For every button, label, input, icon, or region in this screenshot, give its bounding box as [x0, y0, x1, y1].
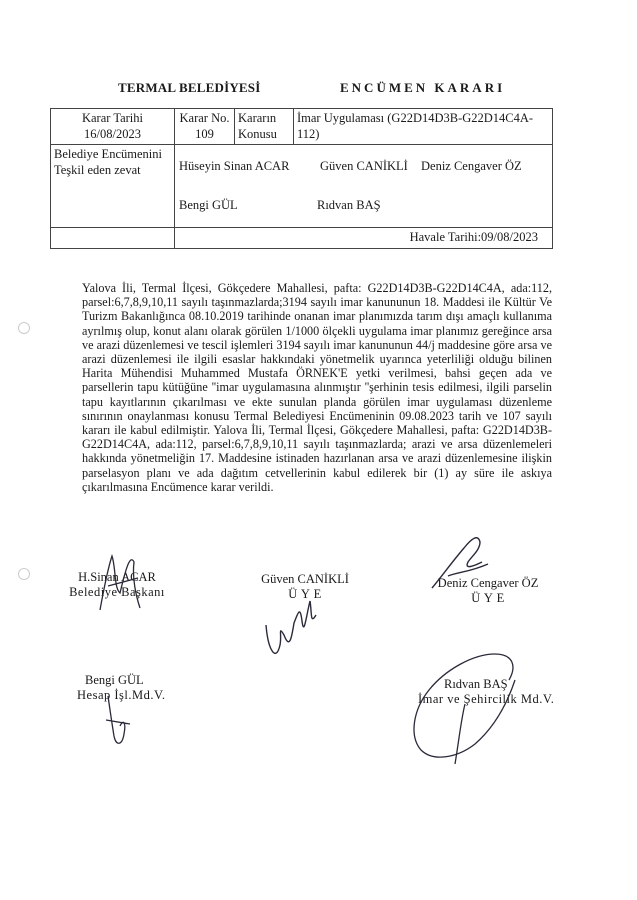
- margin-mark: [18, 322, 30, 334]
- member-name: Güven CANİKLİ: [320, 159, 408, 174]
- council-members-cell: [175, 145, 553, 228]
- decision-date-value: 16/08/2023: [84, 126, 141, 141]
- council-label-2: Teşkil eden zevat: [54, 162, 141, 177]
- member-name: Bengi GÜL: [179, 198, 238, 213]
- member-name: Deniz Cengaver ÖZ: [421, 159, 522, 174]
- member-name: Hüseyin Sinan ACAR: [179, 159, 290, 174]
- member-2-signature: [428, 532, 498, 592]
- decision-no-label: Karar No.: [179, 111, 230, 125]
- decision-subject-value-1: İmar Uygulaması (G22D14D3B-G22D14C4A-: [297, 111, 534, 125]
- zoning-signature: [395, 640, 545, 770]
- finance-signature: [100, 690, 140, 750]
- decision-subject-label-1: Kararın: [238, 111, 277, 125]
- decision-subject-label-cell: [235, 109, 294, 145]
- decision-no-value: 109: [195, 126, 214, 141]
- decision-date-cell: [51, 109, 175, 145]
- signatory-name: Rıdvan BAŞ: [444, 677, 508, 691]
- signatory-name: Bengi GÜL: [85, 673, 144, 687]
- document-type: ENCÜMEN KARARI: [340, 80, 506, 95]
- decision-subject-cell: [294, 109, 553, 145]
- decision-body-text: Yalova İli, Termal İlçesi, Gökçedere Mahallesi, pafta: G22D14D3B-G22D14C4A, ada:112, parsel:6,7,8,9,10,11 sayılı taşınmazlarda;3194 sayılı imar kanununun 18. Maddesi ile Kültür Ve Turizm Bakanlığınca 08.10.2019 tarihinde onanan imar planımızda tarım dışı amaçlı kullanıma ayrılmış olup, konut alanı olarak görülen 1/1000 ölçekli uygulama imar planımız gereğince arsa ve arazi düzenlemesi ve tescil işlemleri 3194 sayılı imar kanununun 44/j maddesine göre arsa ve arazi düzenlemesi ile ilgili esaslar hakkındaki yönetmelik uyarınca yeterliliği olduğu bilinen Harita Mühendisi Muhammed Mustafa ÖRNEK'E yetki verilmesi, bahsi geçen ada ve parsellerin tapu kütüğüne ''imar uygulamasına alınmıştır ''şerhinin tesis edilmesi, ilgili parselin tapu kayıtlarının çıkarılması ve ekte sunulan planda görülen imar uygulaması düzenleme sınırının onaylanması konusu Termal Belediyesi Encümeninin 09.08.2023 tarih ve 107 sayılı kararı ile kabul edilmiştir. Yalova İli, Termal İlçesi, Gökçedere Mahallesi, pafta: G22D14D3B-G22D14C4A, ada:112, parsel:6,7,8,9,10,11 sayılı taşınmazlarda; arazi ve arsa düzenlemeleri hakkında yönetmeliğin 17. Maddesine istinaden hazırlanan arsa ve arazi düzenlemesine ilişkin parselasyon planı ve ada dağıtım cetvellerinin kabul edilerek bir (1) ay süre ile askıya çıkarılmasına Encümence karar verildi.: [82, 281, 552, 494]
- council-label-1: Belediye Encümenini: [54, 147, 162, 162]
- council-label-cell: [51, 145, 175, 228]
- institution-name: TERMAL BELEDİYESİ: [118, 80, 261, 95]
- decision-subject-value-2: 112): [297, 126, 320, 141]
- referral-empty-cell: [51, 228, 175, 249]
- signatory-role: Belediye Başkanı: [69, 585, 165, 599]
- decision-date-label: Karar Tarihi: [81, 111, 144, 125]
- signatory-name: H.Sinan ACAR: [78, 570, 156, 584]
- margin-mark: [18, 568, 30, 580]
- signatory-name: Deniz Cengaver ÖZ: [437, 576, 539, 590]
- member-1-signature: [260, 595, 320, 665]
- signatory-role: Ü Y E: [288, 587, 322, 601]
- signatory-name: Güven CANİKLİ: [261, 572, 349, 586]
- signatory-role: Ü Y E: [471, 591, 505, 605]
- decision-info-table: [50, 108, 553, 249]
- mayor-signature: [90, 548, 150, 618]
- referral-date: Havale Tarihi:09/08/2023: [175, 228, 553, 249]
- signatory-role: İmar ve Şehircilik Md.V.: [418, 692, 555, 706]
- signatory-role: Hesap İşl.Md.V.: [77, 688, 166, 702]
- decision-no-cell: [175, 109, 235, 145]
- decision-subject-label-2: Konusu: [238, 126, 277, 141]
- member-name: Rıdvan BAŞ: [317, 198, 381, 213]
